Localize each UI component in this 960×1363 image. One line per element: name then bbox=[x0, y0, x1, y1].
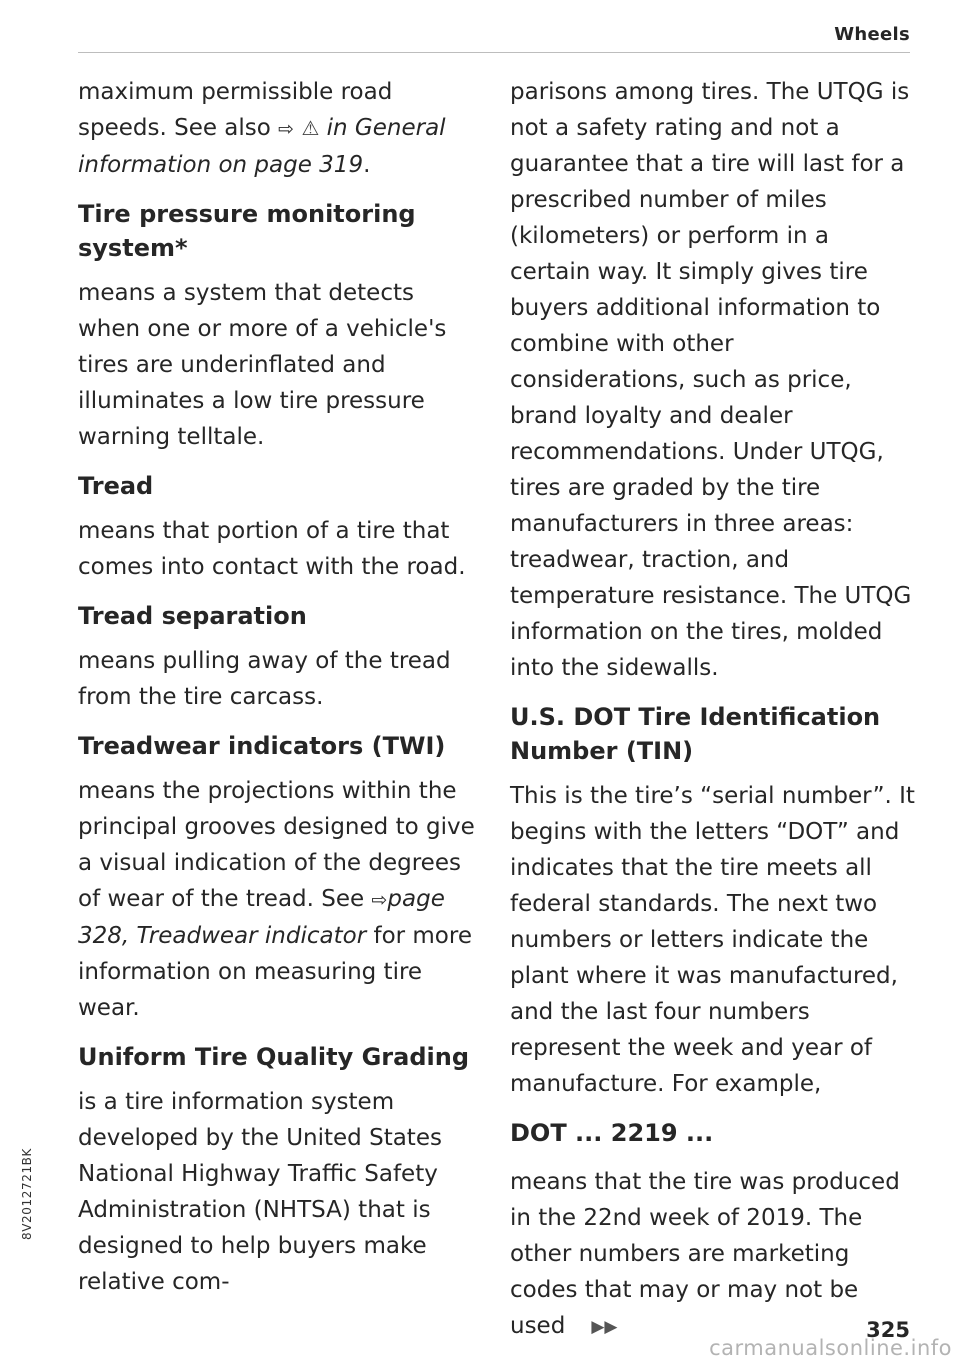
twi-text-2: for more information on measuring tire wear. bbox=[78, 923, 472, 1021]
heading-tread-separation: Tread separation bbox=[78, 602, 307, 630]
paragraph-tread-separation: means pulling away of the tread from the tire carcass. bbox=[78, 648, 451, 710]
paragraph-utqg: is a tire information system developed by the United States National Highway Traffic Safety Administration (NHTSA) that is designed to help buyers make relative com- bbox=[78, 1089, 442, 1295]
heading-twi: Treadwear indicators (TWI) bbox=[78, 732, 446, 760]
intro-end: . bbox=[363, 152, 371, 178]
continue-arrow-icon: ▶▶ bbox=[591, 1316, 618, 1337]
general-info-link[interactable]: in General information on page 319 bbox=[78, 115, 446, 178]
paragraph-utqg-continued: parisons among tires. The UTQG is not a safety rating and not a guarantee that a tire will last for a prescribed number of miles (kilometers) or perform in a certain way. It simply gives tire buyers additional information to combine with other considerations, such as price, brand loyalty and dealer recommendations. Under UTQG, tires are graded by the tire manufacturers in three areas: treadwear, traction, and temperature resistance. The UTQG information on the tires, molded into the sidewalls. bbox=[510, 79, 912, 681]
document-code: 8V2012721BK bbox=[20, 1148, 34, 1240]
dot-example-text: means that the tire was produced in the 22nd week of 2019. The other numbers are marketing codes that may or may not be used bbox=[510, 1169, 900, 1339]
paragraph-twi bbox=[78, 773, 483, 1026]
intro-paragraph bbox=[78, 74, 483, 183]
heading-utqg: Uniform Tire Quality Grading bbox=[78, 1043, 470, 1071]
right-column bbox=[510, 74, 915, 1359]
section-title: Wheels bbox=[834, 24, 910, 45]
paragraph-tread: means that portion of a tire that comes into contact with the road. bbox=[78, 518, 466, 580]
header-rule bbox=[78, 52, 910, 53]
reference-arrow-icon: ⇨ bbox=[278, 118, 295, 140]
treadwear-indicator-link[interactable]: page 328, Treadwear indicator bbox=[78, 886, 445, 949]
heading-tpms: Tire pressure monitoring system* bbox=[78, 200, 416, 262]
intro-text: maximum permissible road speeds. See also bbox=[78, 79, 393, 141]
warning-icon: ⚠ bbox=[301, 116, 320, 140]
reference-arrow-icon: ⇨ bbox=[371, 889, 388, 911]
paragraph-dot-example bbox=[510, 1164, 915, 1345]
page-number: 325 bbox=[866, 1318, 910, 1342]
paragraph-tin: This is the tire’s “serial number”. It begins with the letters “DOT” and indicates that the tire meets all federal standards. The next two numbers or letters indicate the plant where it was manufactured, and the last four numbers represent the week and year of manufacture. For example, bbox=[510, 783, 915, 1097]
twi-text-1: means the projections within the principal grooves designed to give a visual indication of the degrees of wear of the tread. See bbox=[78, 778, 475, 912]
heading-tin: U.S. DOT Tire Identification Number (TIN) bbox=[510, 703, 881, 765]
watermark: carmanualsonline.info bbox=[709, 1336, 952, 1360]
left-column bbox=[78, 74, 483, 1314]
heading-tread: Tread bbox=[78, 472, 154, 500]
paragraph-tpms: means a system that detects when one or more of a vehicle's tires are underinflated and illuminates a low tire pressure warning telltale. bbox=[78, 280, 447, 450]
heading-dot-example: DOT ... 2219 ... bbox=[510, 1119, 714, 1147]
